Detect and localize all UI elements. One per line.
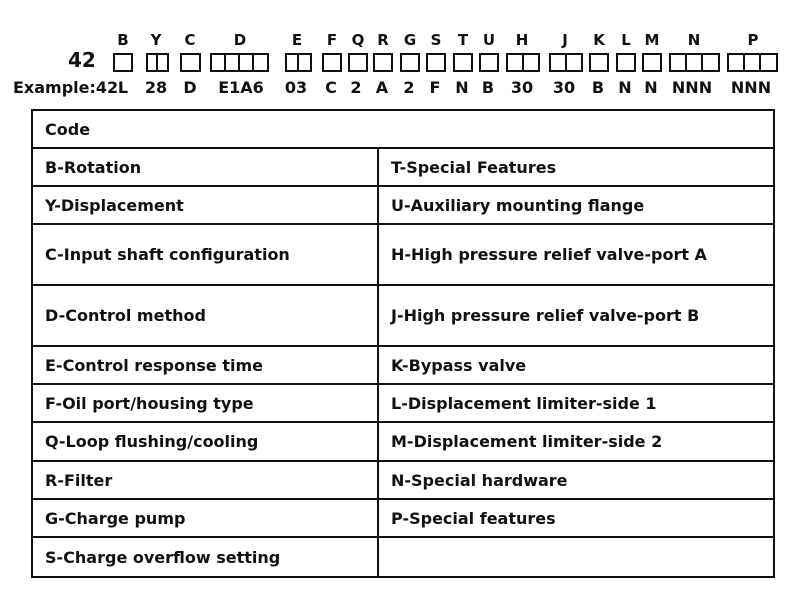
position-letter-b: B <box>117 31 129 49</box>
code-box-d <box>210 53 269 72</box>
example-value-t: N <box>455 78 469 97</box>
example-value-l: N <box>618 78 632 97</box>
position-letter-q: Q <box>351 31 365 49</box>
code-box-c <box>180 53 201 72</box>
position-letter-y: Y <box>150 31 162 49</box>
code-box-y <box>146 53 169 72</box>
model-prefix: 42 <box>68 48 96 72</box>
table-header-row <box>32 110 774 148</box>
table-row <box>32 224 774 285</box>
position-letter-k: K <box>593 31 605 49</box>
table-cell-left: Q-Loop flushing/cooling <box>32 422 378 461</box>
table-cell-right: P-Special features <box>378 499 774 537</box>
table-cell-right: H-High pressure relief valve-port A <box>378 224 774 285</box>
table-cell-left: R-Filter <box>32 461 378 499</box>
table-cell-right: K-Bypass valve <box>378 346 774 384</box>
position-letter-e: E <box>291 31 303 49</box>
position-letter-j: J <box>562 31 568 49</box>
table-cell-left: G-Charge pump <box>32 499 378 537</box>
example-value-g: 2 <box>403 78 415 97</box>
example-value-b: L <box>117 78 129 97</box>
code-box-g <box>400 53 420 72</box>
code-box-b <box>113 53 133 72</box>
example-value-c: D <box>183 78 197 97</box>
example-value-d: E1A6 <box>218 78 264 97</box>
table-row <box>32 422 774 461</box>
example-value-f: C <box>325 78 337 97</box>
example-value-k: B <box>591 78 605 97</box>
code-box-r <box>373 53 393 72</box>
table-row <box>32 346 774 384</box>
table-cell-left: B-Rotation <box>32 148 378 186</box>
table-header-cell: Code <box>32 110 774 148</box>
position-letter-c: C <box>184 31 196 49</box>
table-cell-right: L-Displacement limiter-side 1 <box>378 384 774 422</box>
code-box-p <box>727 53 778 72</box>
table-cell-left: D-Control method <box>32 285 378 346</box>
table-cell-left: C-Input shaft configuration <box>32 224 378 285</box>
example-value-y: 28 <box>144 78 168 97</box>
code-box-h <box>506 53 540 72</box>
position-letter-p: P <box>747 31 759 49</box>
table-row <box>32 384 774 422</box>
table-cell-left: E-Control response time <box>32 346 378 384</box>
example-value-p: NNN <box>730 78 772 97</box>
example-value-q: 2 <box>350 78 362 97</box>
table-row <box>32 499 774 537</box>
table-cell-left: F-Oil port/housing type <box>32 384 378 422</box>
code-box-l <box>616 53 636 72</box>
position-letter-d: D <box>233 31 247 49</box>
code-table <box>31 109 775 578</box>
code-box-k <box>589 53 609 72</box>
table-cell-left: Y-Displacement <box>32 186 378 224</box>
table-row <box>32 186 774 224</box>
position-letter-t: T <box>457 31 469 49</box>
table-cell-right <box>378 537 774 577</box>
table-cell-left: S-Charge overflow setting <box>32 537 378 577</box>
table-row <box>32 537 774 577</box>
example-value-j: 30 <box>552 78 576 97</box>
example-value-n: NNN <box>671 78 713 97</box>
code-box-e <box>285 53 312 72</box>
code-box-n <box>669 53 720 72</box>
table-cell-right: T-Special Features <box>378 148 774 186</box>
table-row <box>32 461 774 499</box>
position-letter-l: L <box>621 31 631 49</box>
position-letter-m: M <box>644 31 660 49</box>
example-value-r: A <box>375 78 389 97</box>
table-cell-right: U-Auxiliary mounting flange <box>378 186 774 224</box>
position-letter-f: F <box>326 31 338 49</box>
code-box-m <box>642 53 662 72</box>
example-value-u: B <box>481 78 495 97</box>
table-cell-right: N-Special hardware <box>378 461 774 499</box>
position-letter-r: R <box>377 31 389 49</box>
position-letter-s: S <box>430 31 442 49</box>
table-cell-right: J-High pressure relief valve-port B <box>378 285 774 346</box>
code-box-q <box>348 53 368 72</box>
example-value-m: N <box>644 78 658 97</box>
code-box-j <box>549 53 583 72</box>
table-row <box>32 148 774 186</box>
position-letter-g: G <box>403 31 417 49</box>
code-box-t <box>453 53 473 72</box>
example-label: Example:42 <box>13 78 119 97</box>
code-box-s <box>426 53 446 72</box>
example-value-h: 30 <box>510 78 534 97</box>
position-letter-h: H <box>515 31 529 49</box>
table-cell-right: M-Displacement limiter-side 2 <box>378 422 774 461</box>
position-letter-u: U <box>482 31 496 49</box>
example-value-s: F <box>429 78 441 97</box>
example-value-e: 03 <box>284 78 308 97</box>
table-row <box>32 285 774 346</box>
position-letter-n: N <box>687 31 701 49</box>
code-box-f <box>322 53 342 72</box>
code-box-u <box>479 53 499 72</box>
